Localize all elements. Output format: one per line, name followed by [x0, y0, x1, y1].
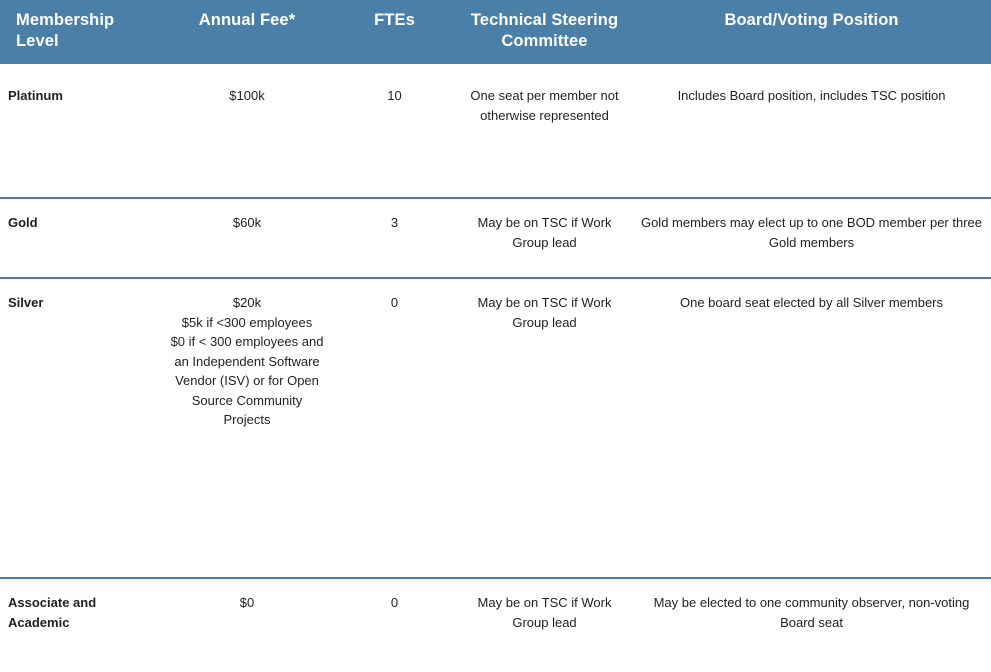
fee-line-base: $20k [232, 295, 262, 311]
column-header-membership-level: Membership Level [0, 0, 162, 64]
cell-annual-fee: $60k [162, 198, 332, 278]
cell-board-position: May be elected to one community observer, non-voting Board seat [632, 578, 991, 649]
cell-annual-fee: $0 [162, 578, 332, 649]
cell-tsc: One seat per member not otherwise represented [470, 88, 619, 123]
cell-board-position: Gold members may elect up to one BOD member per three Gold members [632, 198, 991, 278]
column-header-annual-fee: Annual Fee* [162, 0, 332, 64]
cell-membership-level: Gold [0, 198, 162, 278]
cell-annual-fee [162, 278, 332, 578]
cell-ftes: 3 [332, 198, 457, 278]
fee-line-isv-oss: $0 if < 300 employees and an Independent Software Vendor (ISV) or for Open Source Community Projects [170, 334, 324, 428]
table-row [0, 198, 991, 278]
cell-board-position: Includes Board position, includes TSC position [677, 88, 946, 104]
cell-ftes: 0 [332, 578, 457, 649]
cell-tsc: May be on TSC if Work Group lead [457, 578, 632, 649]
cell-board-position: One board seat elected by all Silver members [632, 278, 991, 578]
column-header-technical-steering-committee: Technical Steering Committee [457, 0, 632, 64]
table-row [0, 64, 991, 198]
table-row [0, 578, 991, 649]
cell-ftes: 0 [332, 278, 457, 578]
cell-membership-level: Silver [0, 278, 162, 578]
table-row [0, 278, 991, 578]
cell-ftes: 10 [387, 88, 402, 104]
column-header-board-voting-position: Board/Voting Position [632, 0, 991, 64]
cell-membership-level: Platinum [8, 88, 63, 104]
table-header [0, 0, 991, 64]
header-row [0, 0, 991, 64]
cell-tsc: May be on TSC if Work Group lead [457, 278, 632, 578]
cell-membership-level: Associate and Academic [0, 578, 162, 649]
cell-tsc: May be on TSC if Work Group lead [457, 198, 632, 278]
cell-annual-fee: $100k [229, 88, 265, 104]
column-header-ftes: FTEs [332, 0, 457, 64]
table-body [0, 64, 991, 649]
fee-line-small-company: $5k if <300 employees [181, 314, 313, 330]
